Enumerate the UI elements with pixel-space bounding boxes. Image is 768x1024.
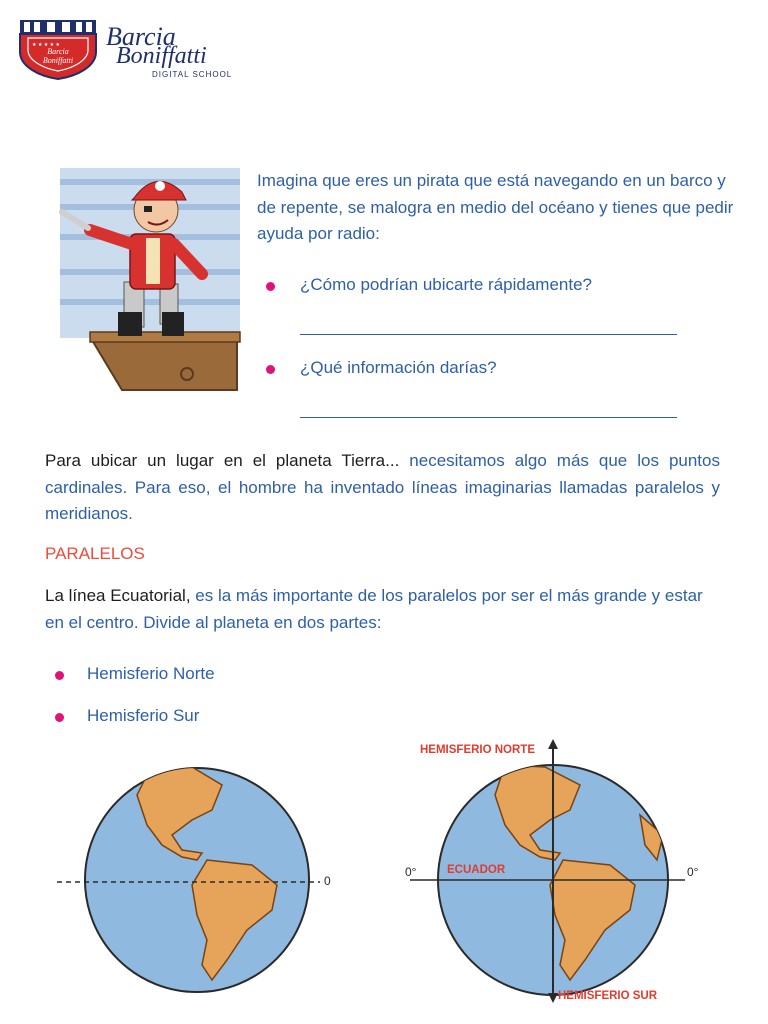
logo-line1: Barcia	[106, 22, 176, 51]
label-hemisferio-norte: HEMISFERIO NORTE	[420, 744, 536, 756]
label-hemisferio-sur: HEMISFERIO SUR	[558, 990, 658, 1002]
question-2: ¿Qué información darías?	[300, 358, 497, 377]
logo-line2: Boniffatti	[116, 43, 207, 69]
globe-left	[52, 765, 342, 995]
hemisphere-north-item: Hemisferio Norte	[87, 664, 215, 683]
arrow-down-icon	[548, 993, 558, 1003]
globe-right	[395, 735, 705, 1010]
hemisphere-south-item: Hemisferio Sur	[87, 706, 200, 725]
logo-shield-icon	[18, 18, 98, 80]
logo-subtitle: DIGITAL SCHOOL	[152, 70, 233, 79]
bullet-dot	[266, 282, 275, 291]
bullet-dot	[55, 671, 64, 680]
label-degree-right: 0°	[687, 865, 699, 879]
svg-text:Boniffatti: Boniffatti	[42, 56, 74, 65]
svg-text:★ ★ ★ ★ ★: ★ ★ ★ ★ ★	[32, 42, 60, 48]
label-ecuador: ECUADOR	[447, 864, 506, 876]
paragraph-ubicar-dark: Para ubicar un lugar en el planeta Tierra...	[45, 451, 400, 470]
answer-line-2[interactable]	[300, 417, 677, 418]
intro-paragraph: Imagina que eres un pirata que está navegando en un barco y de repente, se malogra en medio del océano y tienes que pedir ayuda por radio:	[257, 171, 734, 243]
paragraph-ecuatorial-blue: es la más importante de los paralelos por ser el más grande y estar en el centro. Divide al planeta en dos partes:	[45, 586, 703, 632]
paragraph-ecuatorial-dark: La línea Ecuatorial,	[45, 586, 191, 605]
paragraph-ecuatorial	[45, 583, 720, 636]
section-title-paralelos: PARALELOS	[45, 544, 145, 563]
label-degree-left: 0°	[405, 865, 417, 879]
bullet-dot	[55, 713, 64, 722]
pirate-illustration	[52, 162, 247, 392]
paragraph-ubicar	[45, 448, 720, 528]
arrow-up-icon	[548, 739, 558, 749]
svg-text:Barcia: Barcia	[47, 47, 69, 56]
left-degree-label: 0	[324, 874, 331, 888]
question-1: ¿Cómo podrían ubicarte rápidamente?	[300, 275, 592, 294]
school-logo	[18, 18, 233, 80]
answer-line-1[interactable]	[300, 334, 677, 335]
bullet-dot	[266, 365, 275, 374]
paragraph-ubicar-blue: necesitamos algo más que los puntos cardinales. Para eso, el hombre ha inventado líneas imaginarias llamadas paralelos y meridianos.	[45, 451, 720, 523]
